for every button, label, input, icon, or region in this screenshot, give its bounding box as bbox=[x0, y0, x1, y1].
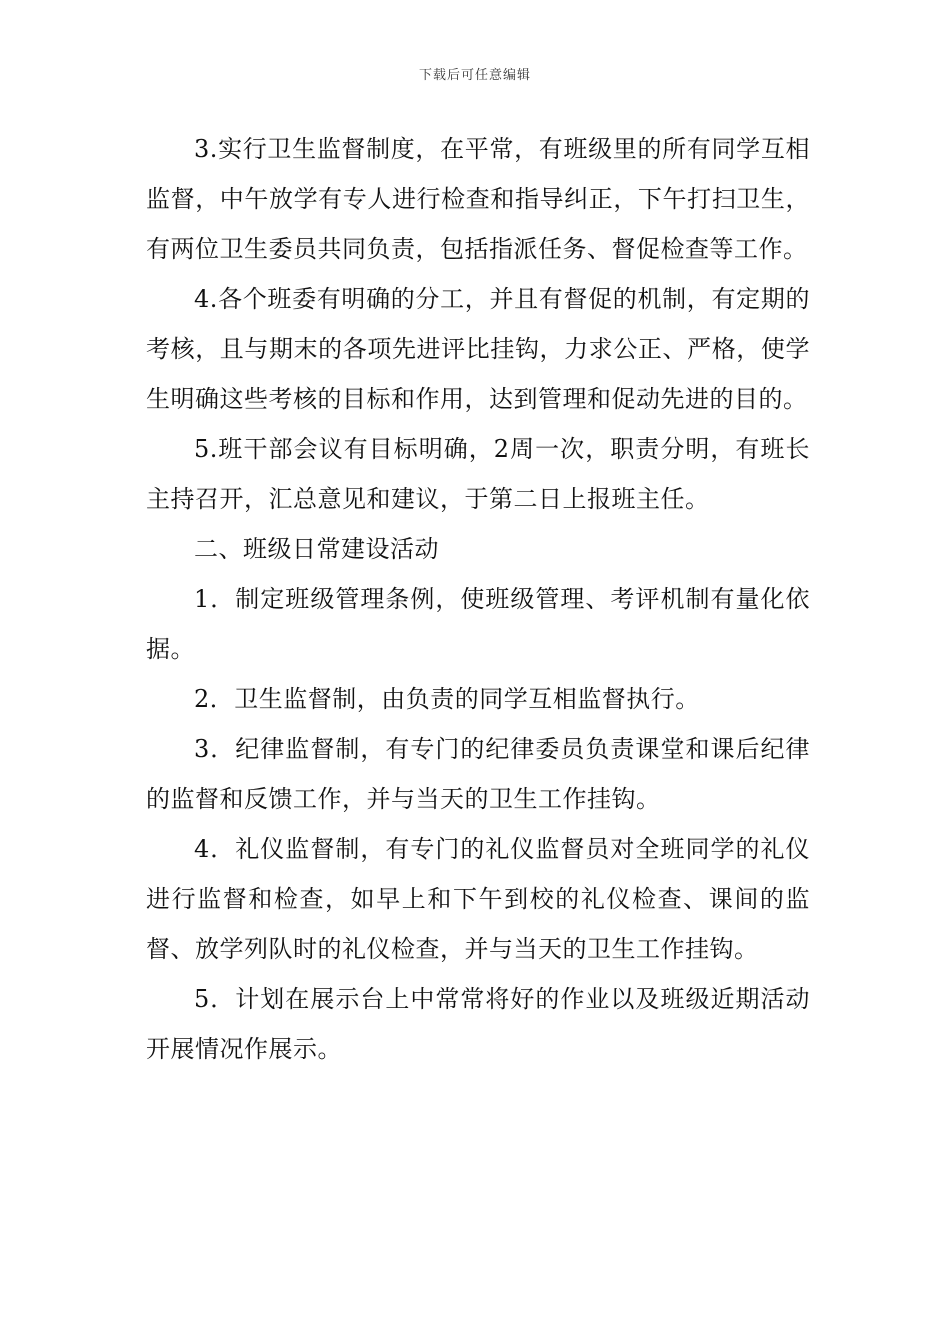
paragraph-discipline-system: 3．纪律监督制，有专门的纪律委员负责课堂和课后纪律的监督和反馈工作，并与当天的卫生工作挂钩。 bbox=[146, 735, 810, 813]
page-header-note: 下载后可任意编辑 bbox=[418, 68, 531, 83]
paragraph-hygiene-system: 2．卫生监督制，由负责的同学互相监督执行。 bbox=[194, 685, 700, 713]
paragraph-management-rules: 1．制定班级管理条例，使班级管理、考评机制有量化依据。 bbox=[146, 585, 810, 663]
section-heading-daily-activities: 二、班级日常建设活动 bbox=[194, 535, 439, 563]
document-body bbox=[146, 124, 810, 1074]
paragraph-committee-division: 4.各个班委有明确的分工，并且有督促的机制，有定期的考核，且与期末的各项先进评比挂钩，力求公正、严格，使学生明确这些考核的目标和作用，达到管理和促动先进的目的。 bbox=[146, 285, 810, 413]
paragraph-etiquette-system: 4．礼仪监督制，有专门的礼仪监督员对全班同学的礼仪进行监督和检查，如早上和下午到校的礼仪检查、课间的监督、放学列队时的礼仪检查，并与当天的卫生工作挂钩。 bbox=[146, 835, 810, 963]
paragraph-display-plan: 5．计划在展示台上中常常将好的作业以及班级近期活动开展情况作展示。 bbox=[146, 985, 810, 1063]
paragraph-hygiene-supervision: 3.实行卫生监督制度，在平常，有班级里的所有同学互相监督，中午放学有专人进行检查和指导纠正，下午打扫卫生，有两位卫生委员共同负责，包括指派任务、督促检查等工作。 bbox=[146, 135, 810, 263]
paragraph-cadre-meeting: 5.班干部会议有目标明确，2周一次，职责分明，有班长主持召开，汇总意见和建议，于第二日上报班主任。 bbox=[146, 435, 810, 513]
